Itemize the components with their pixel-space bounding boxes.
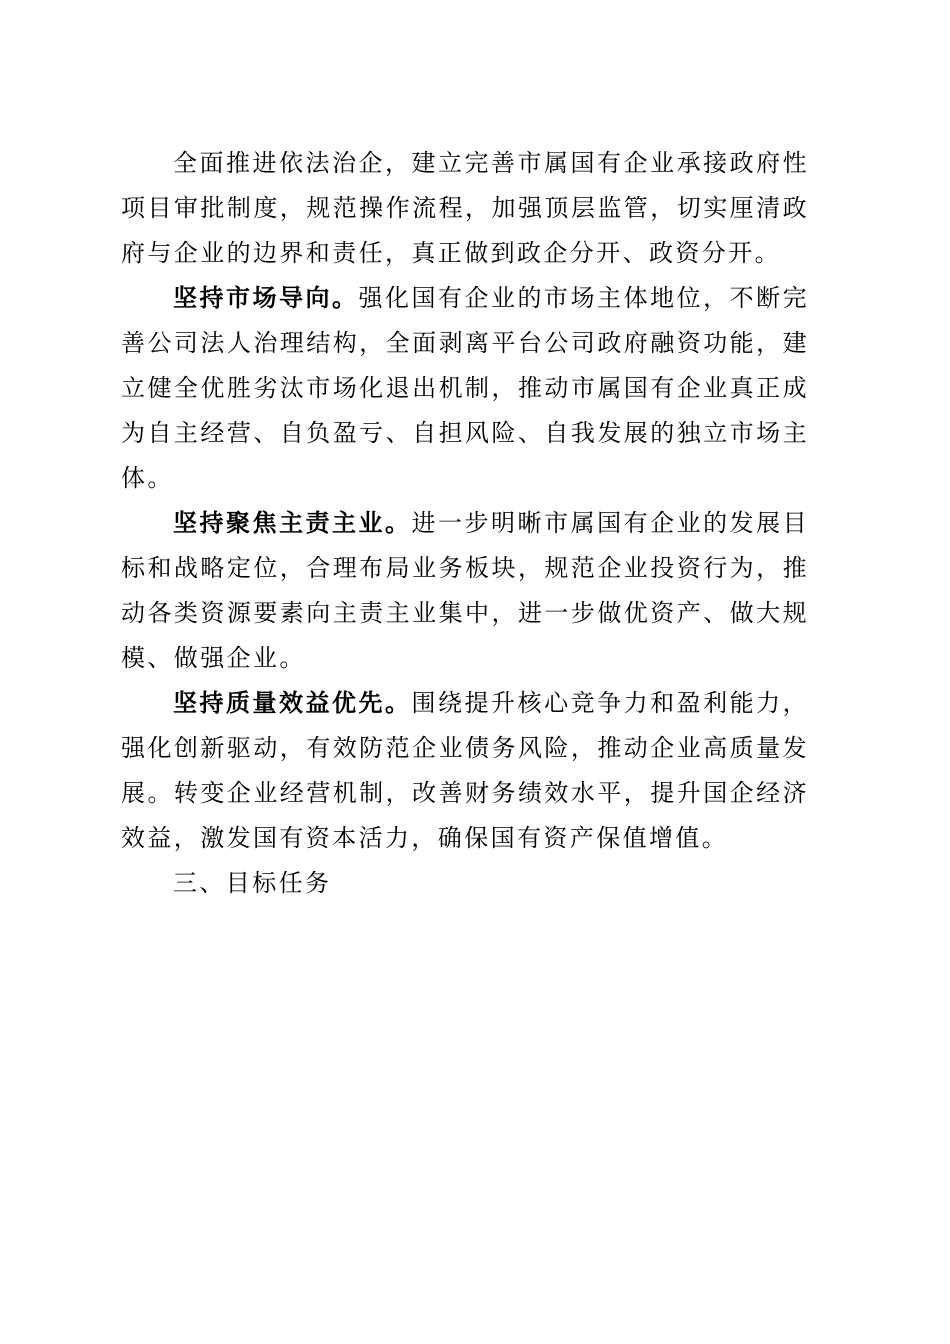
paragraph-text: 围绕提升核心竞争力和盈利能力，强化创新驱动，有效防范企业债务风险，推动企业高质量发展。转变企业经营机制，改善财务绩效水平，提升国企经济效益，激发国有资本活力，确保国有资产保值增值。: [121, 689, 810, 852]
paragraph-quality-benefit: [121, 681, 809, 861]
paragraph-market-orientation: [121, 276, 809, 501]
paragraph-text: 强化国有企业的市场主体地位，不断完善公司法人治理结构，全面剥离平台公司政府融资功能，建立健全优胜劣汰市场化退出机制，推动市属国有企业真正成为自主经营、自负盈亏、自担风险、自我发展的独立市场主体。: [121, 284, 809, 492]
section-heading: 三、目标任务: [173, 869, 332, 897]
paragraph-lead: 坚持市场导向。: [173, 284, 359, 312]
paragraph-lead: 坚持聚焦主责主业。: [173, 509, 412, 537]
document-body: [121, 141, 809, 906]
paragraph-rule-of-law: [121, 141, 809, 276]
paragraph-text: 进一步明晰市属国有企业的发展目标和战略定位，合理布局业务板块，规范企业投资行为，推动各类资源要素向主责主业集中，进一步做优资产、做大规模、做强企业。: [121, 509, 810, 672]
paragraph-core-business: [121, 501, 809, 681]
paragraph-text: 全面推进依法治企，建立完善市属国有企业承接政府性项目审批制度，规范操作流程，加强顶层监管，切实厘清政府与企业的边界和责任，真正做到政企分开、政资分开。: [121, 149, 809, 267]
paragraph-lead: 坚持质量效益优先。: [173, 689, 412, 717]
